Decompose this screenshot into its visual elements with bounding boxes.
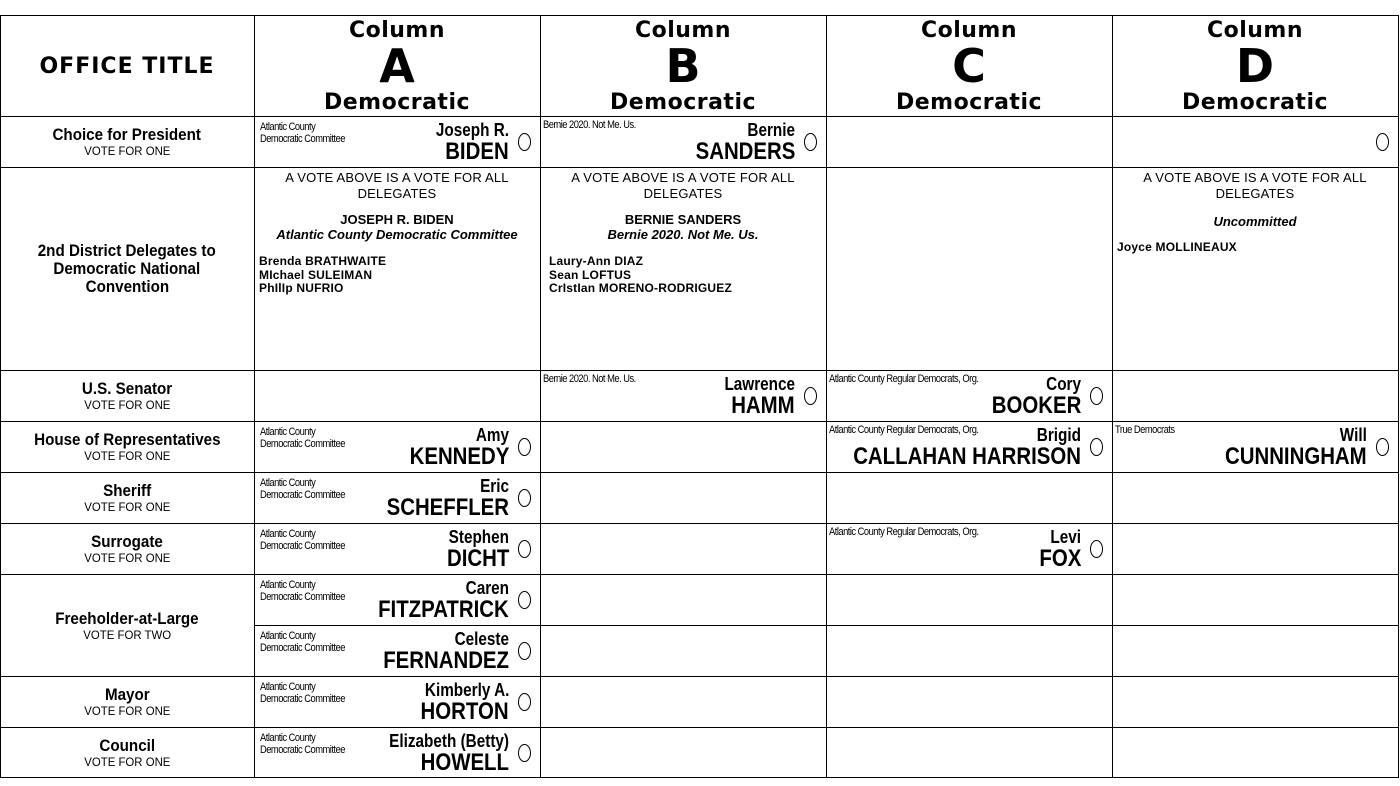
candidate-last-name: FITZPATRICK bbox=[378, 596, 509, 623]
vote-oval[interactable] bbox=[1376, 438, 1389, 456]
vote-instruction: VOTE FOR ONE bbox=[83, 754, 171, 769]
vote-oval[interactable] bbox=[518, 693, 531, 711]
candidate-cell-fitzpatrick[interactable] bbox=[255, 575, 539, 625]
office-title: Council bbox=[99, 736, 155, 755]
grid-line bbox=[0, 777, 1399, 778]
office-title: Mayor bbox=[104, 686, 150, 704]
office-house bbox=[0, 422, 254, 472]
office-title: Choice for President bbox=[52, 126, 202, 144]
candidate-group: Atlantic County Regular Democrats, Org. bbox=[829, 373, 979, 385]
candidate-last-name: HAMM bbox=[731, 392, 795, 419]
candidate-cell-horton[interactable] bbox=[255, 677, 539, 727]
vote-instruction: VOTE FOR TWO bbox=[83, 627, 171, 642]
column-party: Democratic bbox=[895, 90, 1043, 115]
vote-oval[interactable] bbox=[518, 591, 531, 609]
candidate-last-name: CALLAHAN HARRISON bbox=[853, 443, 1081, 470]
office-delegates bbox=[0, 168, 254, 370]
candidate-last-name: SANDERS bbox=[695, 138, 795, 165]
office-freeholder bbox=[0, 575, 254, 676]
column-party: Democratic bbox=[1181, 90, 1329, 115]
delegates-column-d bbox=[1113, 168, 1397, 370]
office-title-line: Convention bbox=[85, 278, 169, 296]
vote-oval[interactable] bbox=[518, 744, 531, 762]
delegate-name: Joyce MOLLINEAUX bbox=[1117, 240, 1237, 254]
candidate-first-name: Brigid bbox=[1036, 425, 1081, 445]
candidate-group: Atlantic County Regular Democrats, Org. bbox=[829, 424, 979, 436]
candidate-first-name: Will bbox=[1339, 425, 1367, 445]
delegates-column-a bbox=[255, 168, 539, 370]
column-a-header bbox=[255, 16, 539, 116]
candidate-first-name: Elizabeth (Betty) bbox=[389, 731, 509, 751]
delegate-note: A VOTE ABOVE IS A VOTE FOR ALL DELEGATES bbox=[285, 170, 509, 201]
office-title-line: 2nd District Delegates to bbox=[38, 242, 216, 260]
candidate-first-name: Celeste bbox=[454, 629, 509, 649]
delegate-candidate: JOSEPH R. BIDEN bbox=[340, 212, 454, 227]
office-title-line: Democratic National bbox=[53, 260, 201, 278]
candidate-cell-fox[interactable] bbox=[827, 524, 1111, 574]
vote-oval[interactable] bbox=[1090, 438, 1103, 456]
candidate-group: Atlantic County Democratic Committee bbox=[260, 732, 345, 756]
office-senator bbox=[0, 371, 254, 421]
candidate-group: Atlantic County Regular Democrats, Org. bbox=[829, 526, 979, 538]
column-b-header bbox=[541, 16, 825, 116]
vote-oval[interactable] bbox=[518, 438, 531, 456]
vote-oval[interactable] bbox=[518, 489, 531, 507]
vote-instruction: VOTE FOR ONE bbox=[83, 551, 171, 565]
vote-instruction: VOTE FOR ONE bbox=[83, 144, 171, 158]
office-sheriff bbox=[0, 473, 254, 523]
candidate-group: Atlantic County Democratic Committee bbox=[260, 426, 345, 450]
vote-oval[interactable] bbox=[518, 540, 531, 558]
vote-oval[interactable] bbox=[804, 387, 817, 405]
office-surrogate bbox=[0, 524, 254, 574]
candidate-group: Atlantic County Democratic Committee bbox=[260, 630, 345, 654]
delegate-name: Sean LOFTUS bbox=[549, 267, 632, 282]
candidate-cell-hamm[interactable] bbox=[541, 371, 825, 421]
candidate-first-name: Amy bbox=[475, 425, 509, 445]
candidate-cell-cunningham[interactable] bbox=[1113, 422, 1397, 472]
candidate-cell-scheffler[interactable] bbox=[255, 473, 539, 523]
vote-instruction: VOTE FOR ONE bbox=[83, 500, 171, 514]
candidate-cell-callahan-harrison[interactable] bbox=[827, 422, 1111, 472]
candidate-first-name: Caren bbox=[465, 578, 509, 598]
candidate-first-name: Bernie bbox=[747, 120, 795, 140]
delegate-name: Laury-Ann DIAZ bbox=[549, 254, 644, 268]
column-d-header bbox=[1113, 16, 1397, 116]
office-title-header: OFFICE TITLE bbox=[39, 53, 215, 79]
column-word: Column bbox=[1206, 18, 1304, 43]
delegate-group: Atlantic County Democratic Committee bbox=[276, 227, 518, 242]
vote-oval[interactable] bbox=[1090, 387, 1103, 405]
candidate-group: Atlantic County Democratic Committee bbox=[260, 477, 345, 501]
candidate-cell-uncommitted[interactable] bbox=[1113, 117, 1397, 167]
column-c-header bbox=[827, 16, 1111, 116]
delegate-name: CrIstIan MORENO-RODRIGUEZ bbox=[549, 281, 733, 295]
vote-oval[interactable] bbox=[518, 133, 531, 151]
column-letter: A bbox=[379, 39, 415, 93]
candidate-last-name: DICHT bbox=[446, 545, 509, 572]
vote-oval[interactable] bbox=[1376, 133, 1389, 151]
candidate-first-name: Stephen bbox=[448, 527, 509, 547]
candidate-last-name: SCHEFFLER bbox=[386, 494, 509, 521]
vote-instruction: VOTE FOR ONE bbox=[83, 398, 171, 412]
office-mayor bbox=[0, 677, 254, 727]
column-letter: B bbox=[665, 39, 701, 93]
delegate-note: A VOTE ABOVE IS A VOTE FOR ALL DELEGATES bbox=[1143, 170, 1367, 201]
candidate-last-name: BIDEN bbox=[445, 138, 509, 165]
candidate-first-name: Levi bbox=[1050, 527, 1081, 547]
column-letter: D bbox=[1235, 39, 1275, 93]
office-council bbox=[0, 728, 254, 777]
candidate-cell-kennedy[interactable] bbox=[255, 422, 539, 472]
candidate-first-name: Cory bbox=[1046, 374, 1081, 394]
delegate-name: MIchael SULEIMAN bbox=[259, 267, 373, 282]
candidate-group: Bernie 2020. Not Me. Us. bbox=[543, 373, 636, 385]
delegate-name: PhIlIp NUFRIO bbox=[259, 281, 344, 295]
delegate-group: Bernie 2020. Not Me. Us. bbox=[607, 227, 759, 242]
candidate-cell-howell[interactable] bbox=[255, 728, 539, 778]
delegate-group: Uncommitted bbox=[1213, 214, 1297, 229]
vote-oval[interactable] bbox=[804, 133, 817, 151]
candidate-last-name: HOWELL bbox=[420, 749, 509, 776]
column-word: Column bbox=[634, 18, 732, 43]
vote-instruction: VOTE FOR ONE bbox=[83, 449, 171, 463]
vote-oval[interactable] bbox=[1090, 540, 1103, 558]
candidate-last-name: KENNEDY bbox=[409, 443, 509, 470]
candidate-cell-dicht[interactable] bbox=[255, 524, 539, 574]
column-party: Democratic bbox=[609, 90, 757, 115]
candidate-first-name: Eric bbox=[480, 476, 509, 496]
column-word: Column bbox=[920, 18, 1018, 43]
office-title: Sheriff bbox=[102, 482, 152, 500]
delegates-column-b bbox=[541, 168, 825, 370]
candidate-last-name: FERNANDEZ bbox=[383, 647, 509, 674]
candidate-cell-sanders[interactable] bbox=[541, 117, 825, 167]
candidate-last-name: FOX bbox=[1039, 545, 1081, 572]
vote-instruction: VOTE FOR ONE bbox=[83, 704, 171, 718]
candidate-first-name: Joseph R. bbox=[435, 120, 509, 140]
candidate-first-name: Lawrence bbox=[724, 374, 795, 394]
candidate-cell-biden[interactable] bbox=[255, 117, 539, 167]
delegate-note: A VOTE ABOVE IS A VOTE FOR ALL DELEGATES bbox=[571, 170, 795, 201]
grid-line bbox=[1398, 15, 1399, 778]
column-word: Column bbox=[348, 18, 446, 43]
candidate-group: Atlantic County Democratic Committee bbox=[260, 528, 345, 552]
candidate-cell-fernandez[interactable] bbox=[255, 626, 539, 676]
office-title: Freeholder-at-Large bbox=[55, 609, 199, 628]
candidate-last-name: HORTON bbox=[420, 698, 509, 725]
candidate-group: Atlantic County Democratic Committee bbox=[260, 121, 345, 145]
candidate-last-name: BOOKER bbox=[991, 392, 1081, 419]
office-president bbox=[0, 117, 254, 167]
column-letter: C bbox=[952, 39, 986, 93]
office-title: House of Representatives bbox=[33, 431, 221, 449]
candidate-group: Atlantic County Democratic Committee bbox=[260, 579, 345, 603]
candidate-last-name: CUNNINGHAM bbox=[1225, 443, 1367, 470]
vote-oval[interactable] bbox=[518, 642, 531, 660]
candidate-first-name: Kimberly A. bbox=[424, 680, 509, 700]
candidate-group: True Democrats bbox=[1115, 424, 1175, 436]
candidate-group: Atlantic County Democratic Committee bbox=[260, 681, 345, 705]
delegate-name: Brenda BRATHWAITE bbox=[259, 254, 387, 268]
column-party: Democratic bbox=[323, 90, 471, 115]
office-title: U.S. Senator bbox=[81, 380, 173, 398]
candidate-cell-booker[interactable] bbox=[827, 371, 1111, 421]
candidate-group: Bernie 2020. Not Me. Us. bbox=[543, 119, 636, 131]
delegate-candidate: BERNIE SANDERS bbox=[624, 212, 742, 227]
office-title: Surrogate bbox=[91, 533, 163, 551]
